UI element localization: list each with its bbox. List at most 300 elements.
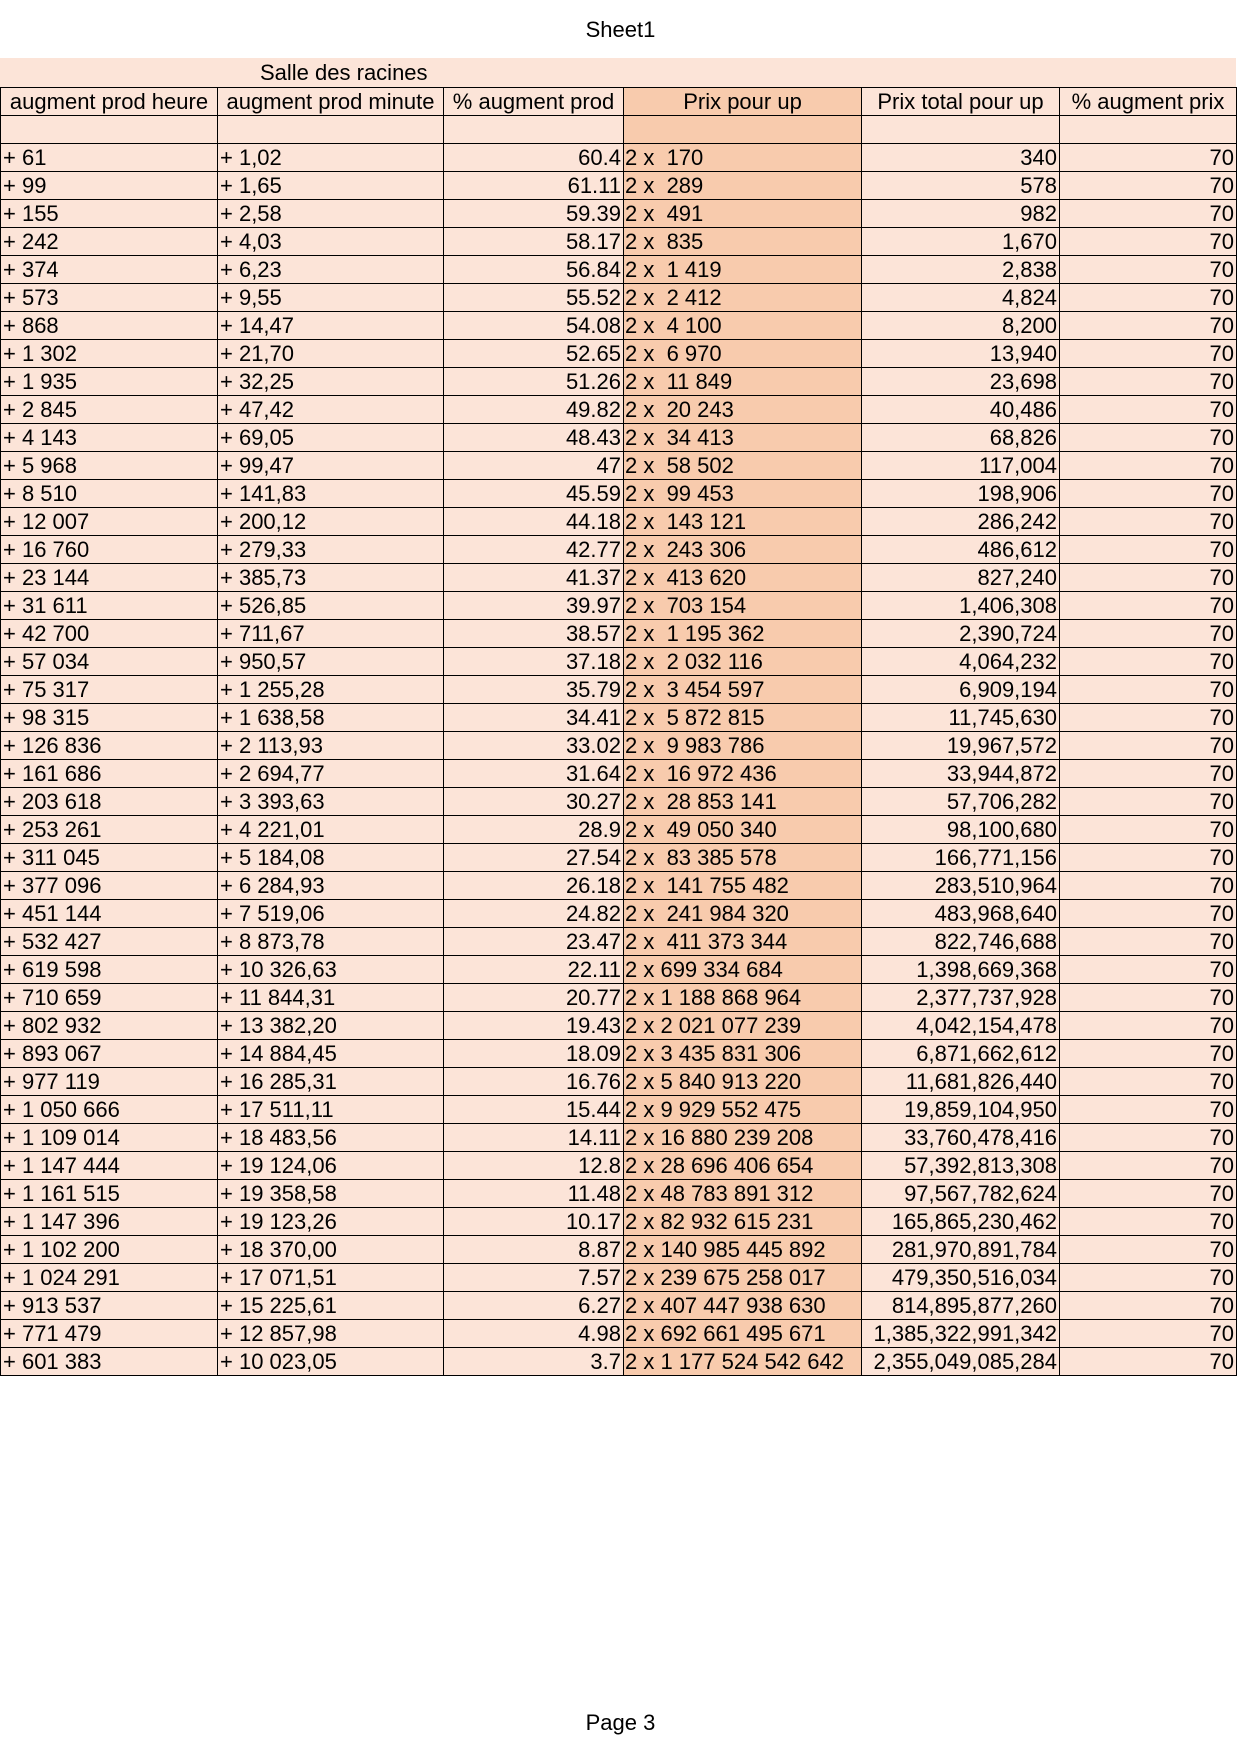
cell-augment-prod-heure: + 311 045 [1,843,218,871]
cell-percent-augment-prod: 41.37 [444,563,624,591]
cell-prix-pour-up: 2 x 16 880 239 208 [624,1123,862,1151]
cell-percent-augment-prix: 70 [1060,1123,1237,1151]
cell-prix-pour-up: 2 x 3 454 597 [624,675,862,703]
cell-augment-prod-minute: + 5 184,08 [218,843,444,871]
cell-augment-prod-minute: + 3 393,63 [218,787,444,815]
empty-row [1,116,1237,144]
cell-prix-pour-up: 2 x 1 419 [624,255,862,283]
cell-percent-augment-prix: 70 [1060,591,1237,619]
cell-percent-augment-prix: 70 [1060,451,1237,479]
table-row [1,1095,1237,1123]
cell-augment-prod-heure: + 31 611 [1,591,218,619]
cell-prix-total-pour-up: 479,350,516,034 [862,1263,1060,1291]
cell-augment-prod-heure: + 771 479 [1,1319,218,1347]
cell-prix-total-pour-up: 117,004 [862,451,1060,479]
cell-percent-augment-prod: 44.18 [444,507,624,535]
cell-percent-augment-prix: 70 [1060,1095,1237,1123]
cell-percent-augment-prod: 31.64 [444,759,624,787]
cell-percent-augment-prix: 70 [1060,339,1237,367]
cell-augment-prod-minute: + 2 694,77 [218,759,444,787]
cell-augment-prod-minute: + 14 884,45 [218,1039,444,1067]
cell-percent-augment-prix: 70 [1060,255,1237,283]
cell-percent-augment-prix: 70 [1060,311,1237,339]
cell-augment-prod-heure: + 99 [1,171,218,199]
cell-percent-augment-prod: 10.17 [444,1207,624,1235]
cell-prix-total-pour-up: 198,906 [862,479,1060,507]
cell-percent-augment-prix: 70 [1060,1011,1237,1039]
cell-augment-prod-heure: + 977 119 [1,1067,218,1095]
page-footer: Page 3 [585,1710,656,1735]
cell-prix-total-pour-up: 1,670 [862,227,1060,255]
table-row [1,1319,1237,1347]
cell-prix-pour-up: 2 x 699 334 684 [624,955,862,983]
cell-prix-pour-up: 2 x 16 972 436 [624,759,862,787]
cell-prix-total-pour-up: 57,706,282 [862,787,1060,815]
cell-prix-total-pour-up: 19,859,104,950 [862,1095,1060,1123]
cell-prix-pour-up: 2 x 9 983 786 [624,731,862,759]
cell-augment-prod-minute: + 16 285,31 [218,1067,444,1095]
cell-prix-total-pour-up: 283,510,964 [862,871,1060,899]
table-row [1,955,1237,983]
cell-percent-augment-prod: 42.77 [444,535,624,563]
cell-prix-pour-up: 2 x 83 385 578 [624,843,862,871]
cell-percent-augment-prix: 70 [1060,1151,1237,1179]
empty-cell [624,116,862,144]
cell-prix-total-pour-up: 4,064,232 [862,647,1060,675]
cell-augment-prod-minute: + 17 511,11 [218,1095,444,1123]
cell-augment-prod-heure: + 619 598 [1,955,218,983]
cell-augment-prod-heure: + 8 510 [1,479,218,507]
cell-percent-augment-prod: 4.98 [444,1319,624,1347]
cell-augment-prod-heure: + 203 618 [1,787,218,815]
cell-augment-prod-minute: + 2 113,93 [218,731,444,759]
cell-percent-augment-prix: 70 [1060,1207,1237,1235]
table-row [1,1291,1237,1319]
cell-augment-prod-heure: + 374 [1,255,218,283]
cell-augment-prod-minute: + 6 284,93 [218,871,444,899]
cell-percent-augment-prix: 70 [1060,423,1237,451]
cell-prix-total-pour-up: 19,967,572 [862,731,1060,759]
cell-percent-augment-prix: 70 [1060,199,1237,227]
cell-prix-total-pour-up: 33,944,872 [862,759,1060,787]
cell-augment-prod-heure: + 126 836 [1,731,218,759]
cell-prix-pour-up: 2 x 1 177 524 542 642 [624,1347,862,1375]
cell-percent-augment-prod: 61.11 [444,171,624,199]
table-row [1,1039,1237,1067]
cell-augment-prod-minute: + 1 638,58 [218,703,444,731]
cell-percent-augment-prod: 8.87 [444,1235,624,1263]
cell-prix-total-pour-up: 8,200 [862,311,1060,339]
cell-augment-prod-minute: + 10 326,63 [218,955,444,983]
cell-augment-prod-minute: + 141,83 [218,479,444,507]
table-row [1,143,1237,171]
cell-prix-pour-up: 2 x 11 849 [624,367,862,395]
cell-augment-prod-minute: + 99,47 [218,451,444,479]
table-row [1,731,1237,759]
table-row [1,339,1237,367]
cell-percent-augment-prod: 12.8 [444,1151,624,1179]
cell-prix-total-pour-up: 166,771,156 [862,843,1060,871]
cell-percent-augment-prod: 38.57 [444,619,624,647]
cell-prix-pour-up: 2 x 49 050 340 [624,815,862,843]
table-row [1,255,1237,283]
cell-prix-total-pour-up: 2,377,737,928 [862,983,1060,1011]
cell-prix-total-pour-up: 340 [862,143,1060,171]
cell-augment-prod-minute: + 17 071,51 [218,1263,444,1291]
cell-prix-pour-up: 2 x 692 661 495 671 [624,1319,862,1347]
cell-prix-total-pour-up: 1,398,669,368 [862,955,1060,983]
table-row [1,1263,1237,1291]
cell-augment-prod-heure: + 1 050 666 [1,1095,218,1123]
cell-percent-augment-prod: 3.7 [444,1347,624,1375]
cell-augment-prod-heure: + 12 007 [1,507,218,535]
cell-prix-total-pour-up: 483,968,640 [862,899,1060,927]
cell-augment-prod-minute: + 950,57 [218,647,444,675]
cell-prix-pour-up: 2 x 3 435 831 306 [624,1039,862,1067]
cell-percent-augment-prix: 70 [1060,227,1237,255]
cell-prix-total-pour-up: 98,100,680 [862,815,1060,843]
cell-percent-augment-prod: 23.47 [444,927,624,955]
cell-augment-prod-heure: + 98 315 [1,703,218,731]
cell-augment-prod-minute: + 19 123,26 [218,1207,444,1235]
cell-percent-augment-prix: 70 [1060,1291,1237,1319]
cell-augment-prod-heure: + 4 143 [1,423,218,451]
cell-prix-pour-up: 2 x 4 100 [624,311,862,339]
cell-percent-augment-prix: 70 [1060,787,1237,815]
cell-prix-total-pour-up: 982 [862,199,1060,227]
cell-augment-prod-heure: + 1 102 200 [1,1235,218,1263]
cell-percent-augment-prix: 70 [1060,731,1237,759]
cell-percent-augment-prod: 14.11 [444,1123,624,1151]
cell-prix-total-pour-up: 1,385,322,991,342 [862,1319,1060,1347]
cell-percent-augment-prod: 37.18 [444,647,624,675]
cell-augment-prod-heure: + 601 383 [1,1347,218,1375]
cell-percent-augment-prod: 24.82 [444,899,624,927]
header-row [1,88,1237,116]
cell-augment-prod-minute: + 2,58 [218,199,444,227]
sheet-title: Sheet1 [585,17,656,42]
data-table [0,87,1237,1376]
cell-prix-total-pour-up: 286,242 [862,507,1060,535]
cell-prix-pour-up: 2 x 28 853 141 [624,787,862,815]
header-prix-total-pour-up: Prix total pour up [862,88,1060,116]
table-row [1,395,1237,423]
cell-augment-prod-heure: + 242 [1,227,218,255]
cell-percent-augment-prod: 30.27 [444,787,624,815]
cell-augment-prod-minute: + 11 844,31 [218,983,444,1011]
cell-prix-total-pour-up: 6,871,662,612 [862,1039,1060,1067]
cell-percent-augment-prix: 70 [1060,1179,1237,1207]
cell-prix-pour-up: 2 x 143 121 [624,507,862,535]
cell-prix-total-pour-up: 814,895,877,260 [862,1291,1060,1319]
cell-percent-augment-prod: 39.97 [444,591,624,619]
cell-prix-pour-up: 2 x 2 412 [624,283,862,311]
cell-prix-pour-up: 2 x 9 929 552 475 [624,1095,862,1123]
cell-percent-augment-prix: 70 [1060,647,1237,675]
cell-prix-total-pour-up: 57,392,813,308 [862,1151,1060,1179]
cell-augment-prod-minute: + 711,67 [218,619,444,647]
cell-prix-total-pour-up: 23,698 [862,367,1060,395]
cell-prix-total-pour-up: 1,406,308 [862,591,1060,619]
empty-cell [218,116,444,144]
cell-prix-pour-up: 2 x 48 783 891 312 [624,1179,862,1207]
empty-cell [862,116,1060,144]
cell-prix-total-pour-up: 165,865,230,462 [862,1207,1060,1235]
cell-percent-augment-prix: 70 [1060,983,1237,1011]
cell-augment-prod-minute: + 8 873,78 [218,927,444,955]
cell-augment-prod-heure: + 1 109 014 [1,1123,218,1151]
cell-percent-augment-prod: 15.44 [444,1095,624,1123]
cell-prix-total-pour-up: 13,940 [862,339,1060,367]
cell-prix-pour-up: 2 x 411 373 344 [624,927,862,955]
cell-prix-total-pour-up: 486,612 [862,535,1060,563]
cell-percent-augment-prix: 70 [1060,619,1237,647]
cell-augment-prod-heure: + 913 537 [1,1291,218,1319]
cell-prix-total-pour-up: 4,042,154,478 [862,1011,1060,1039]
table-row [1,815,1237,843]
cell-augment-prod-minute: + 4,03 [218,227,444,255]
cell-percent-augment-prod: 52.65 [444,339,624,367]
cell-augment-prod-minute: + 385,73 [218,563,444,591]
cell-percent-augment-prix: 70 [1060,1263,1237,1291]
cell-percent-augment-prod: 6.27 [444,1291,624,1319]
table-row [1,843,1237,871]
cell-prix-pour-up: 2 x 58 502 [624,451,862,479]
cell-augment-prod-heure: + 61 [1,143,218,171]
cell-percent-augment-prod: 11.48 [444,1179,624,1207]
header-percent-augment-prod: % augment prod [444,88,624,116]
cell-percent-augment-prod: 7.57 [444,1263,624,1291]
cell-percent-augment-prod: 22.11 [444,955,624,983]
cell-percent-augment-prix: 70 [1060,479,1237,507]
cell-prix-pour-up: 2 x 20 243 [624,395,862,423]
cell-prix-pour-up: 2 x 1 195 362 [624,619,862,647]
cell-prix-pour-up: 2 x 82 932 615 231 [624,1207,862,1235]
cell-augment-prod-minute: + 7 519,06 [218,899,444,927]
cell-augment-prod-heure: + 1 302 [1,339,218,367]
cell-percent-augment-prix: 70 [1060,1235,1237,1263]
cell-augment-prod-minute: + 12 857,98 [218,1319,444,1347]
cell-augment-prod-minute: + 200,12 [218,507,444,535]
table-row [1,1123,1237,1151]
table-row [1,675,1237,703]
cell-percent-augment-prix: 70 [1060,171,1237,199]
cell-prix-pour-up: 2 x 491 [624,199,862,227]
cell-prix-total-pour-up: 2,355,049,085,284 [862,1347,1060,1375]
table-row [1,563,1237,591]
cell-percent-augment-prix: 70 [1060,1319,1237,1347]
cell-augment-prod-heure: + 1 147 444 [1,1151,218,1179]
cell-augment-prod-heure: + 1 024 291 [1,1263,218,1291]
cell-augment-prod-minute: + 9,55 [218,283,444,311]
cell-prix-total-pour-up: 6,909,194 [862,675,1060,703]
cell-percent-augment-prix: 70 [1060,283,1237,311]
table-body [1,116,1237,1376]
cell-percent-augment-prod: 27.54 [444,843,624,871]
header-percent-augment-prix: % augment prix [1060,88,1237,116]
cell-augment-prod-heure: + 573 [1,283,218,311]
cell-percent-augment-prix: 70 [1060,843,1237,871]
cell-percent-augment-prod: 48.43 [444,423,624,451]
cell-augment-prod-heure: + 868 [1,311,218,339]
cell-prix-total-pour-up: 11,681,826,440 [862,1067,1060,1095]
cell-percent-augment-prod: 58.17 [444,227,624,255]
cell-augment-prod-minute: + 13 382,20 [218,1011,444,1039]
cell-augment-prod-heure: + 5 968 [1,451,218,479]
cell-percent-augment-prix: 70 [1060,1039,1237,1067]
cell-percent-augment-prod: 35.79 [444,675,624,703]
table-row [1,199,1237,227]
cell-percent-augment-prod: 47 [444,451,624,479]
empty-cell [444,116,624,144]
table-row [1,703,1237,731]
cell-prix-total-pour-up: 33,760,478,416 [862,1123,1060,1151]
cell-prix-pour-up: 2 x 140 985 445 892 [624,1235,862,1263]
header-augment-prod-minute: augment prod minute [218,88,444,116]
cell-prix-pour-up: 2 x 413 620 [624,563,862,591]
table-row [1,647,1237,675]
table-row [1,927,1237,955]
cell-augment-prod-heure: + 23 144 [1,563,218,591]
cell-percent-augment-prod: 49.82 [444,395,624,423]
cell-percent-augment-prix: 70 [1060,1067,1237,1095]
cell-augment-prod-minute: + 15 225,61 [218,1291,444,1319]
cell-percent-augment-prix: 70 [1060,143,1237,171]
cell-percent-augment-prix: 70 [1060,563,1237,591]
cell-prix-pour-up: 2 x 99 453 [624,479,862,507]
cell-augment-prod-heure: + 1 935 [1,367,218,395]
cell-percent-augment-prod: 55.52 [444,283,624,311]
cell-augment-prod-minute: + 526,85 [218,591,444,619]
cell-augment-prod-minute: + 21,70 [218,339,444,367]
cell-augment-prod-heure: + 451 144 [1,899,218,927]
cell-augment-prod-heure: + 1 147 396 [1,1207,218,1235]
cell-augment-prod-minute: + 19 124,06 [218,1151,444,1179]
table-row [1,759,1237,787]
table-row [1,899,1237,927]
table-caption-band [0,58,1236,87]
cell-augment-prod-heure: + 1 161 515 [1,1179,218,1207]
cell-percent-augment-prod: 59.39 [444,199,624,227]
cell-prix-pour-up: 2 x 835 [624,227,862,255]
cell-percent-augment-prod: 34.41 [444,703,624,731]
cell-prix-total-pour-up: 578 [862,171,1060,199]
cell-augment-prod-minute: + 69,05 [218,423,444,451]
empty-cell [1060,116,1237,144]
cell-prix-total-pour-up: 822,746,688 [862,927,1060,955]
cell-percent-augment-prix: 70 [1060,871,1237,899]
cell-prix-pour-up: 2 x 141 755 482 [624,871,862,899]
cell-augment-prod-heure: + 710 659 [1,983,218,1011]
cell-prix-pour-up: 2 x 170 [624,143,862,171]
table-row [1,171,1237,199]
empty-cell [1,116,218,144]
table-row [1,535,1237,563]
cell-prix-pour-up: 2 x 703 154 [624,591,862,619]
cell-augment-prod-heure: + 253 261 [1,815,218,843]
cell-prix-pour-up: 2 x 407 447 938 630 [624,1291,862,1319]
cell-percent-augment-prix: 70 [1060,927,1237,955]
cell-percent-augment-prod: 26.18 [444,871,624,899]
table-row [1,1067,1237,1095]
cell-augment-prod-minute: + 6,23 [218,255,444,283]
cell-augment-prod-minute: + 32,25 [218,367,444,395]
cell-augment-prod-heure: + 2 845 [1,395,218,423]
cell-augment-prod-minute: + 14,47 [218,311,444,339]
cell-augment-prod-heure: + 802 932 [1,1011,218,1039]
cell-percent-augment-prix: 70 [1060,395,1237,423]
cell-percent-augment-prod: 33.02 [444,731,624,759]
cell-augment-prod-minute: + 47,42 [218,395,444,423]
cell-augment-prod-minute: + 4 221,01 [218,815,444,843]
cell-augment-prod-minute: + 1,02 [218,143,444,171]
cell-prix-pour-up: 2 x 241 984 320 [624,899,862,927]
cell-percent-augment-prix: 70 [1060,703,1237,731]
table-row [1,1011,1237,1039]
header-prix-pour-up: Prix pour up [624,88,862,116]
table-row [1,1179,1237,1207]
table-row [1,283,1237,311]
table-row [1,871,1237,899]
cell-prix-pour-up: 2 x 5 872 815 [624,703,862,731]
cell-percent-augment-prix: 70 [1060,955,1237,983]
cell-augment-prod-heure: + 893 067 [1,1039,218,1067]
header-augment-prod-heure: augment prod heure [1,88,218,116]
cell-prix-total-pour-up: 11,745,630 [862,703,1060,731]
cell-prix-total-pour-up: 827,240 [862,563,1060,591]
table-row [1,311,1237,339]
cell-augment-prod-minute: + 18 370,00 [218,1235,444,1263]
cell-augment-prod-heure: + 42 700 [1,619,218,647]
cell-prix-total-pour-up: 2,390,724 [862,619,1060,647]
table-row [1,619,1237,647]
cell-percent-augment-prix: 70 [1060,899,1237,927]
table-row [1,787,1237,815]
cell-augment-prod-minute: + 19 358,58 [218,1179,444,1207]
cell-percent-augment-prix: 70 [1060,367,1237,395]
cell-augment-prod-minute: + 1 255,28 [218,675,444,703]
cell-prix-pour-up: 2 x 1 188 868 964 [624,983,862,1011]
cell-percent-augment-prod: 56.84 [444,255,624,283]
table-row [1,227,1237,255]
table-row [1,479,1237,507]
cell-augment-prod-heure: + 16 760 [1,535,218,563]
table-row [1,1151,1237,1179]
cell-augment-prod-heure: + 155 [1,199,218,227]
table-row [1,1235,1237,1263]
cell-prix-total-pour-up: 68,826 [862,423,1060,451]
cell-augment-prod-heure: + 377 096 [1,871,218,899]
cell-prix-pour-up: 2 x 243 306 [624,535,862,563]
cell-prix-total-pour-up: 2,838 [862,255,1060,283]
cell-prix-pour-up: 2 x 2 032 116 [624,647,862,675]
cell-augment-prod-minute: + 10 023,05 [218,1347,444,1375]
table-row [1,451,1237,479]
table-row [1,983,1237,1011]
cell-prix-pour-up: 2 x 28 696 406 654 [624,1151,862,1179]
cell-prix-pour-up: 2 x 6 970 [624,339,862,367]
table-row [1,591,1237,619]
cell-percent-augment-prix: 70 [1060,815,1237,843]
cell-percent-augment-prix: 70 [1060,507,1237,535]
cell-percent-augment-prod: 18.09 [444,1039,624,1067]
cell-percent-augment-prod: 54.08 [444,311,624,339]
table-row [1,423,1237,451]
cell-percent-augment-prod: 45.59 [444,479,624,507]
table-row [1,507,1237,535]
cell-percent-augment-prod: 60.4 [444,143,624,171]
table-row [1,1347,1237,1375]
